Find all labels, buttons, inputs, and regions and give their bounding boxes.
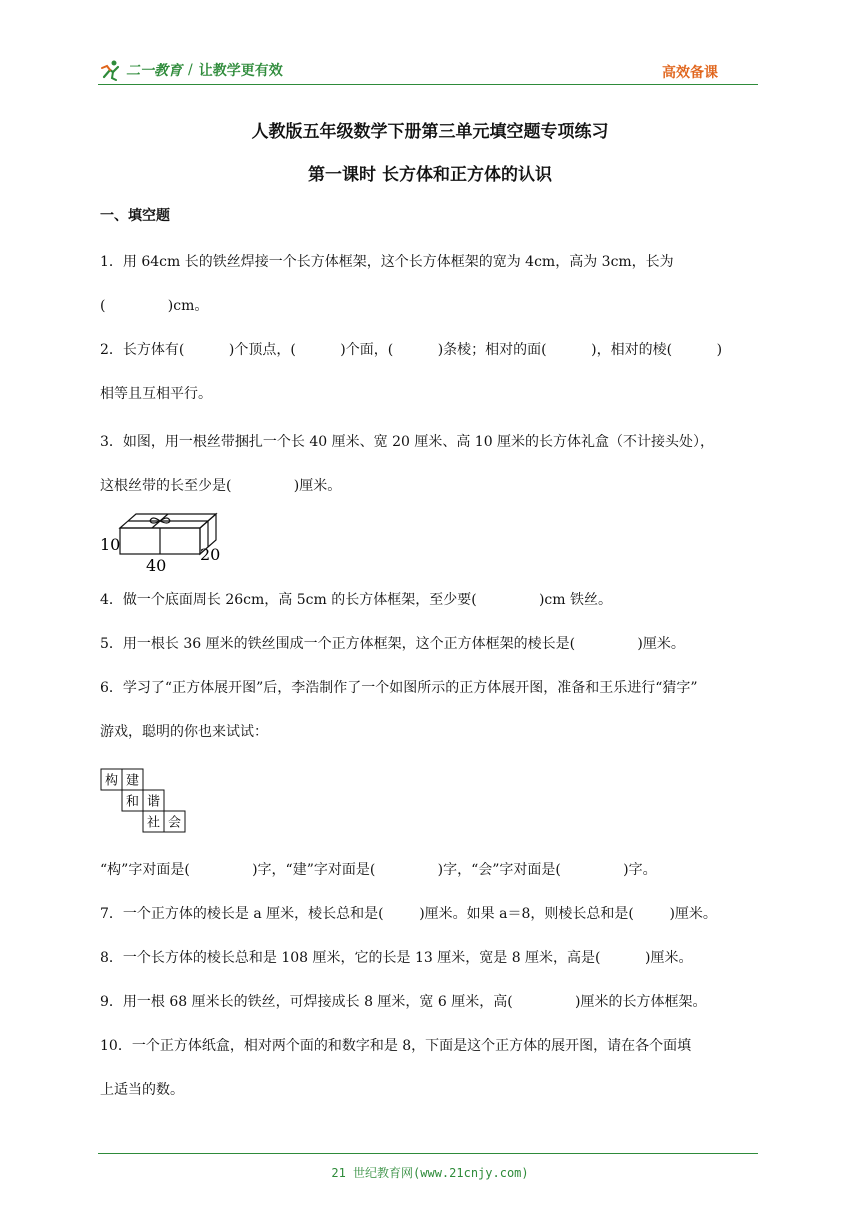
question-line: “构”字对面是( )字，“建”字对面是( )字，“会”字对面是( )字。 — [100, 862, 657, 878]
question-line: 10．一个正方体纸盒，相对两个面的和数字和是 8，下面是这个正方体的展开图，请在各个面填 — [100, 1038, 692, 1054]
question-line: 7．一个正方体的棱长是 a 厘米，棱长总和是( )厘米。如果 a＝8，则棱长总和是( )厘米。 — [100, 906, 717, 922]
question-line: 3．如图，用一根丝带捆扎一个长 40 厘米、宽 20 厘米、高 10 厘米的长方体礼盒（不计接头处）， — [100, 434, 715, 450]
page-subtitle: 第一课时 长方体和正方体的认识 — [308, 165, 552, 185]
question-line: 6．学习了“正方体展开图”后，李浩制作了一个如图所示的正方体展开图，准备和王乐进行“猜字” — [100, 680, 698, 696]
header-separator: / — [188, 62, 193, 78]
net-cell: 会 — [167, 815, 182, 831]
header-divider — [98, 84, 758, 85]
footer-divider — [98, 1153, 758, 1154]
question-line: 1．用 64cm 长的铁丝焊接一个长方体框架，这个长方体框架的宽为 4cm，高为 3cm，长为 — [100, 254, 674, 270]
question-line: 4．做一个底面周长 26cm，高 5cm 的长方体框架，至少要( )cm 铁丝。 — [100, 592, 613, 608]
net-cell: 社 — [146, 815, 161, 831]
logo — [98, 58, 283, 82]
slogan: 让教学更有效 — [198, 63, 283, 79]
page-header — [98, 58, 758, 84]
net-cell: 和 — [125, 794, 140, 810]
page-footer: 21 世纪教育网(www.21cnjy.com) — [331, 1166, 529, 1180]
section-heading: 一、填空题 — [100, 208, 170, 224]
question-line: 9．用一根 68 厘米长的铁丝，可焊接成长 8 厘米，宽 6 厘米，高( )厘米的长方体框架。 — [100, 994, 707, 1010]
box-length-label: 40 — [146, 556, 167, 574]
box-height-label: 10 — [100, 535, 121, 554]
question-line: 2．长方体有( )个顶点，( )个面，( )条棱；相对的面( )，相对的棱( ) — [100, 342, 723, 358]
net-cell: 建 — [125, 773, 140, 789]
question-line: 游戏，聪明的你也来试试： — [100, 724, 268, 740]
question-line: 5．用一根长 36 厘米的铁丝围成一个正方体框架，这个正方体框架的棱长是( )厘米。 — [100, 636, 685, 652]
question-line: ( )cm。 — [100, 298, 209, 314]
question-line: 上适当的数。 — [100, 1082, 184, 1098]
page-title: 人教版五年级数学下册第三单元填空题专项练习 — [251, 122, 609, 142]
gift-box-figure — [98, 508, 228, 574]
brand-name: 二一教育 — [126, 63, 182, 79]
net-cell: 谐 — [146, 794, 161, 810]
runner-logo-icon — [98, 59, 124, 81]
question-line: 相等且互相平行。 — [100, 386, 212, 402]
net-cell: 构 — [104, 773, 119, 789]
header-right-label: 高效备课 — [662, 65, 718, 81]
box-width-label: 20 — [200, 545, 221, 564]
cube-net-figure — [100, 768, 190, 834]
question-line: 8．一个长方体的棱长总和是 108 厘米，它的长是 13 厘米，宽是 8 厘米，高是( )厘米。 — [100, 950, 693, 966]
question-line: 这根丝带的长至少是( )厘米。 — [100, 478, 342, 494]
